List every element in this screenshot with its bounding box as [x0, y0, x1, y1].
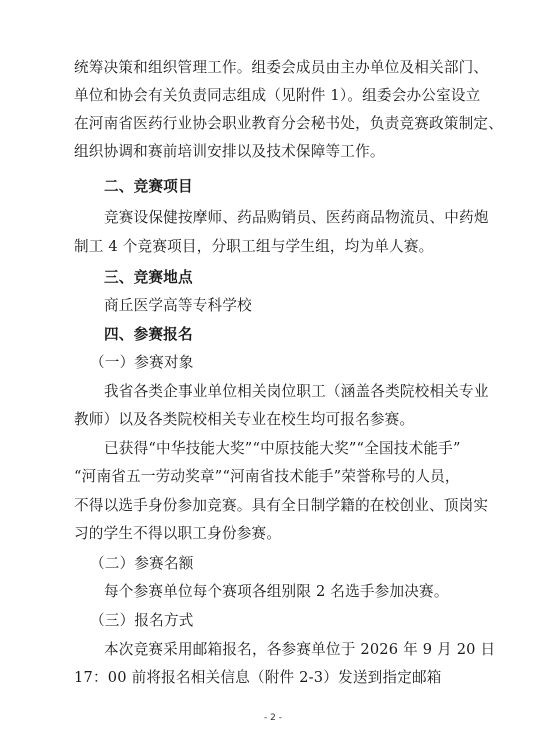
subsection-heading: （二）参赛名额: [90, 555, 194, 572]
section-heading: 三、竞赛地点: [104, 269, 193, 286]
body-text-line: “河南省五一劳动奖章”“河南省技术能手”荣誉称号的人员，: [74, 468, 460, 485]
body-text-line: 统筹决策和组织管理工作。组委会成员由主办单位及相关部门、: [74, 59, 489, 76]
section-heading: 四、参赛报名: [104, 326, 193, 343]
body-text-line: 习的学生不得以职工身份参赛。: [74, 525, 282, 542]
body-text-line: 商丘医学高等专科学校: [104, 297, 252, 314]
body-text-line: 17：00 前将报名相关信息（附件 2-3）发送到指定邮箱: [74, 669, 442, 686]
subsection-heading: （三）报名方式: [90, 612, 194, 629]
body-text-line: 单位和协会有关负责同志组成（见附件 1）。组委会办公室设立: [74, 87, 481, 104]
body-text-line: 组织协调和赛前培训安排以及技术保障等工作。: [74, 143, 385, 160]
body-text-line: 在河南省医药行业协会职业教育分会秘书处，负责竞赛政策制定、: [74, 115, 504, 132]
body-text-line: 我省各类企事业单位相关岗位职工（涵盖各类院校相关专业: [104, 383, 489, 400]
body-text-line: 竞赛设保健按摩师、药品购销员、医药商品物流员、中药炮: [104, 209, 489, 226]
body-text-line: 教师）以及各类院校相关专业在校生均可报名参赛。: [74, 411, 415, 428]
section-heading: 二、竞赛项目: [104, 178, 193, 195]
page-number: - 2 -: [264, 713, 282, 723]
body-text-line: 制工 4 个竞赛项目，分职工组与学生组，均为单人赛。: [74, 238, 434, 255]
subsection-heading: （一）参赛对象: [90, 354, 194, 371]
body-text-line: 不得以选手身份参加竞赛。具有全日制学籍的在校创业、顶岗实: [74, 497, 489, 514]
body-text-line: 本次竞赛采用邮箱报名，各参赛单位于 2026 年 9 月 20 日: [104, 641, 496, 658]
body-text-line: 已获得“中华技能大奖”“中原技能大奖”“全国技术能手”: [104, 440, 461, 457]
body-text-line: 每个参赛单位每个赛项各组别限 2 名选手参加决赛。: [104, 583, 449, 600]
